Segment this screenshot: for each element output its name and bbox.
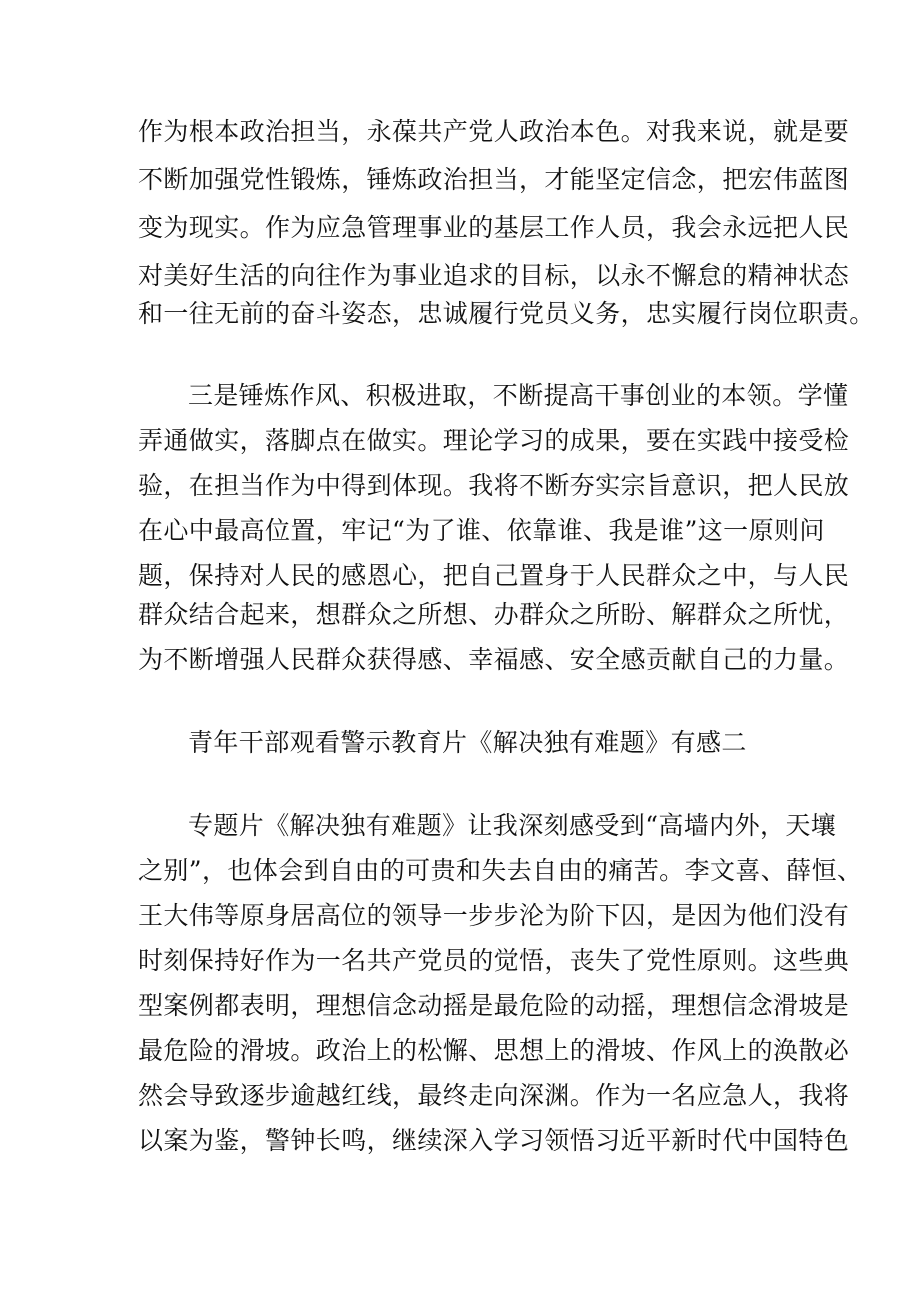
text-line: 之别”，也体会到自由的可贵和失去自由的痛苦。李文喜、薛恒、	[138, 856, 863, 885]
text-line: 在心中最高位置，牢记“为了谁、依靠谁、我是谁”这一原则问	[138, 516, 825, 545]
text-line: 弄通做实，落脚点在做实。理论学习的成果，要在实践中接受检	[138, 426, 850, 455]
text-line: 群众结合起来，想群众之所想、办群众之所盼、解群众之所忧，	[138, 600, 850, 629]
text-line: 三是锤炼作风、积极进取，不断提高干事创业的本领。学懂	[188, 381, 849, 410]
text-line: 对美好生活的向往作为事业追求的目标，以永不懈怠的精神状态	[138, 261, 850, 290]
text-line: 时刻保持好作为一名共产党员的觉悟，丧失了党性原则。这些典	[138, 946, 850, 975]
text-line: 作为根本政治担当，永葆共产党人政治本色。对我来说，就是要	[138, 117, 850, 146]
text-line: 以案为鉴，警钟长鸣，继续深入学习领悟习近平新时代中国特色	[138, 1126, 850, 1155]
text-line: 专题片《解决独有难题》让我深刻感受到“高墙内外，天壤	[188, 811, 837, 840]
section-heading: 青年干部观看警示教育片《解决独有难题》有感二	[188, 728, 747, 757]
text-line: 题，保持对人民的感恩心，把自己置身于人民群众之中，与人民	[138, 561, 850, 590]
text-line: 最危险的滑坡。政治上的松懈、思想上的滑坡、作风上的涣散必	[138, 1036, 850, 1065]
text-line: 验，在担当作为中得到体现。我将不断夯实宗旨意识，把人民放	[138, 471, 850, 500]
text-line: 王大伟等原身居高位的领导一步步沦为阶下囚，是因为他们没有	[138, 901, 850, 930]
text-line: 和一往无前的奋斗姿态，忠诚履行党员义务，忠实履行岗位职责。	[138, 299, 875, 328]
text-line: 型案例都表明，理想信念动摇是最危险的动摇，理想信念滑坡是	[138, 991, 850, 1020]
text-line: 不断加强党性锻炼，锤炼政治担当，才能坚定信念，把宏伟蓝图	[138, 165, 850, 194]
text-line: 然会导致逐步逾越红线，最终走向深渊。作为一名应急人，我将	[138, 1081, 850, 1110]
text-line: 变为现实。作为应急管理事业的基层工作人员，我会永远把人民	[138, 213, 850, 242]
text-line: 为不断增强人民群众获得感、幸福感、安全感贡献自己的力量。	[138, 645, 850, 674]
